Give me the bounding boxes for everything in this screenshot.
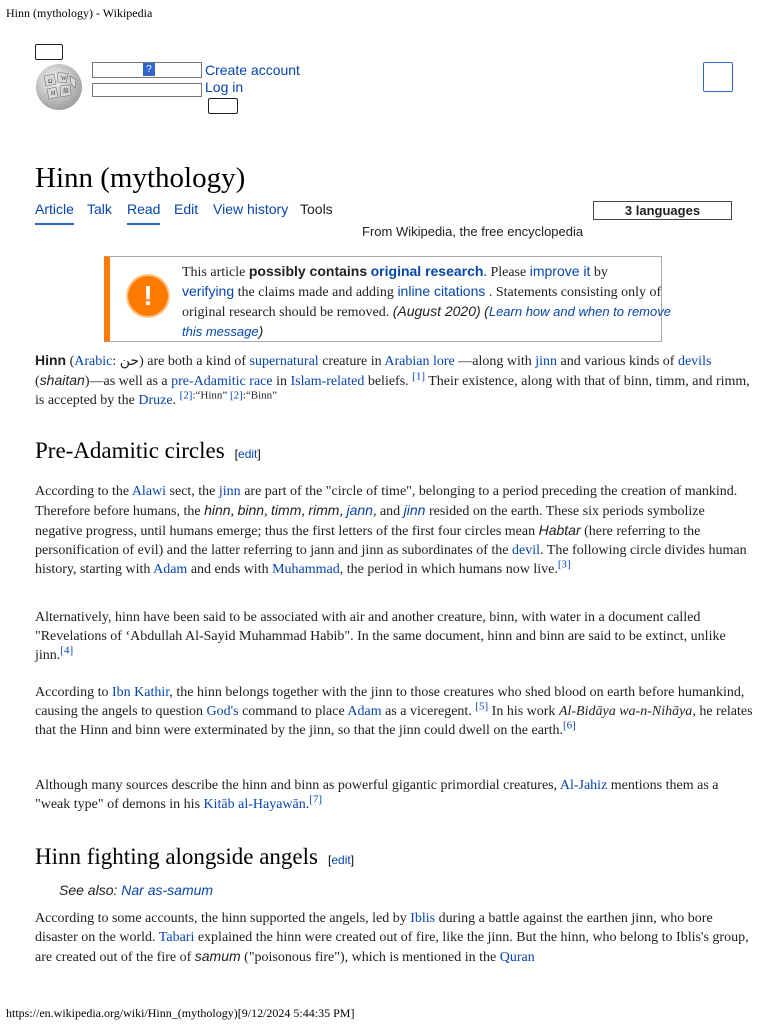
- section-paragraph: According to some accounts, the hinn supported the angels, led by Iblis during a battle against the earthen jinn, who bore disaster on the world. Tabari explained the hinn were created out of fire, like the jinn. But the hinn, who belong to Iblis's group, are created out of the fire of samum ("poisonous fire"), which is mentioned in the Quran: [35, 911, 749, 965]
- section-paragraph: Although many sources describe the hinn and binn as powerful gigantic primordial creatures, Al-Jahiz mentions them as a "weak type" of demons in his Kitāb al-Hayawān.[7]: [35, 778, 719, 812]
- edit-section-link[interactable]: edit: [331, 853, 351, 867]
- log-in-link[interactable]: Log in: [205, 79, 244, 95]
- section-heading-pre-adamitic: Pre-Adamitic circles [edit]: [35, 438, 261, 463]
- see-also-link[interactable]: Nar as-samum: [121, 882, 214, 898]
- svg-text:W: W: [61, 76, 67, 82]
- tab-view-history[interactable]: View history: [213, 201, 289, 217]
- personal-tools-button[interactable]: [703, 62, 733, 92]
- notice-bold: possibly contains: [248, 263, 368, 279]
- inline-citations-link[interactable]: inline citations: [397, 283, 486, 299]
- svg-text:И: И: [51, 91, 56, 97]
- section-paragraph: According to the Alawi sect, the jinn are part of the "circle of time", belonging to a period preceding the creation of mankind. Therefore before humans, the hinn, binn, timm, rimm, jann, and jinn resided on the earth. These six periods symbolize negative progress, until humans emerge; thus the first letters of the first four circles mean Habtar (here referring to the personification of evil) and the latter referring to jann and jinn as subordinates of the devil. The following circle divides human history, starting with Adam and ends with Muhammad, the period in which humans now live.[3]: [35, 484, 747, 577]
- warning-icon: !: [128, 276, 168, 316]
- improve-it-link[interactable]: improve it: [529, 263, 591, 279]
- section-paragraph: Alternatively, hinn have been said to be associated with air and another creature, binn, with water in a document called "Revelations of ‘Abdullah Al-Sayid Muhammad Habib". In the same document, hinn and binn are said to be extinct, unlike jinn.[4]: [35, 610, 726, 663]
- notice-text: This article possibly contains original research. Please improve it by verifying the claims made and adding inline citations . Statements consisting only of original research should be removed. (August 2020) (Learn how and when to remove this message): [182, 263, 671, 339]
- svg-text:維: 維: [63, 89, 70, 95]
- notice-text-5: . Statements consisting only of original research should be removed.: [182, 285, 662, 320]
- section-heading-hinn-fighting: Hinn fighting alongside angels [edit]: [35, 844, 355, 869]
- notice-text-3: by: [593, 265, 608, 280]
- page-url-footer: https://en.wikipedia.org/wiki/Hinn_(mythology)[9/12/2024 5:44:35 PM]: [6, 1006, 355, 1020]
- create-account-link[interactable]: Create account: [205, 62, 300, 78]
- go-button[interactable]: [208, 98, 238, 114]
- verifying-link[interactable]: verifying: [182, 283, 235, 299]
- page-title: Hinn (mythology): [35, 162, 246, 194]
- tab-talk[interactable]: Talk: [87, 201, 112, 217]
- tab-tools[interactable]: Tools: [300, 201, 333, 217]
- main-menu-button[interactable]: [35, 44, 63, 60]
- wikipedia-logo[interactable]: [34, 62, 84, 112]
- site-tagline: From Wikipedia, the free encyclopedia: [362, 224, 584, 239]
- tab-read[interactable]: Read: [127, 201, 160, 225]
- notice-text-1: This article: [182, 265, 246, 280]
- learn-how-link[interactable]: Learn how and when to remove this message: [182, 304, 671, 339]
- svg-text:Ω: Ω: [48, 79, 53, 85]
- notice-text-4: the claims made and adding: [237, 285, 394, 300]
- see-also-hatnote: See also: Nar as-samum: [59, 882, 214, 898]
- notice-date: (August 2020): [392, 303, 481, 319]
- lead-paragraph: Hinn (Arabic: حن) are both a kind of supernatural creature in Arabian lore —along with jinn and various kinds of devils (shaitan)—as well as a pre-Adamitic race in Islam-related beliefs. [1] Their existence, along with that of binn, timm, and rimm, is accepted by the Druze. $^{[2]:“Hinn” [2]:“Binn”}$: [35, 352, 750, 408]
- tab-article[interactable]: Article: [35, 201, 74, 225]
- tab-edit[interactable]: Edit: [174, 201, 199, 217]
- section-paragraph: According to Ibn Kathir, the hinn belongs together with the jinn to those creatures who shed blood on earth before humankind, causing the angels to question God's command to place Adam as a viceregent. [5] In his work Al-Bidāya wa-n-Nihāya, he relates that the Hinn and binn were exterminated by the jinn, so that the jinn could dwell on the earth.[6]: [35, 685, 753, 738]
- original-research-link[interactable]: original research: [370, 263, 484, 279]
- browser-tab-title: Hinn (mythology) - Wikipedia: [6, 6, 153, 20]
- notice-text-2: . Please: [483, 265, 527, 280]
- languages-button[interactable]: 3 languages: [593, 201, 732, 220]
- login-input[interactable]: [92, 83, 202, 97]
- edit-section-link[interactable]: edit: [238, 447, 258, 461]
- search-help-icon[interactable]: ?: [143, 63, 155, 76]
